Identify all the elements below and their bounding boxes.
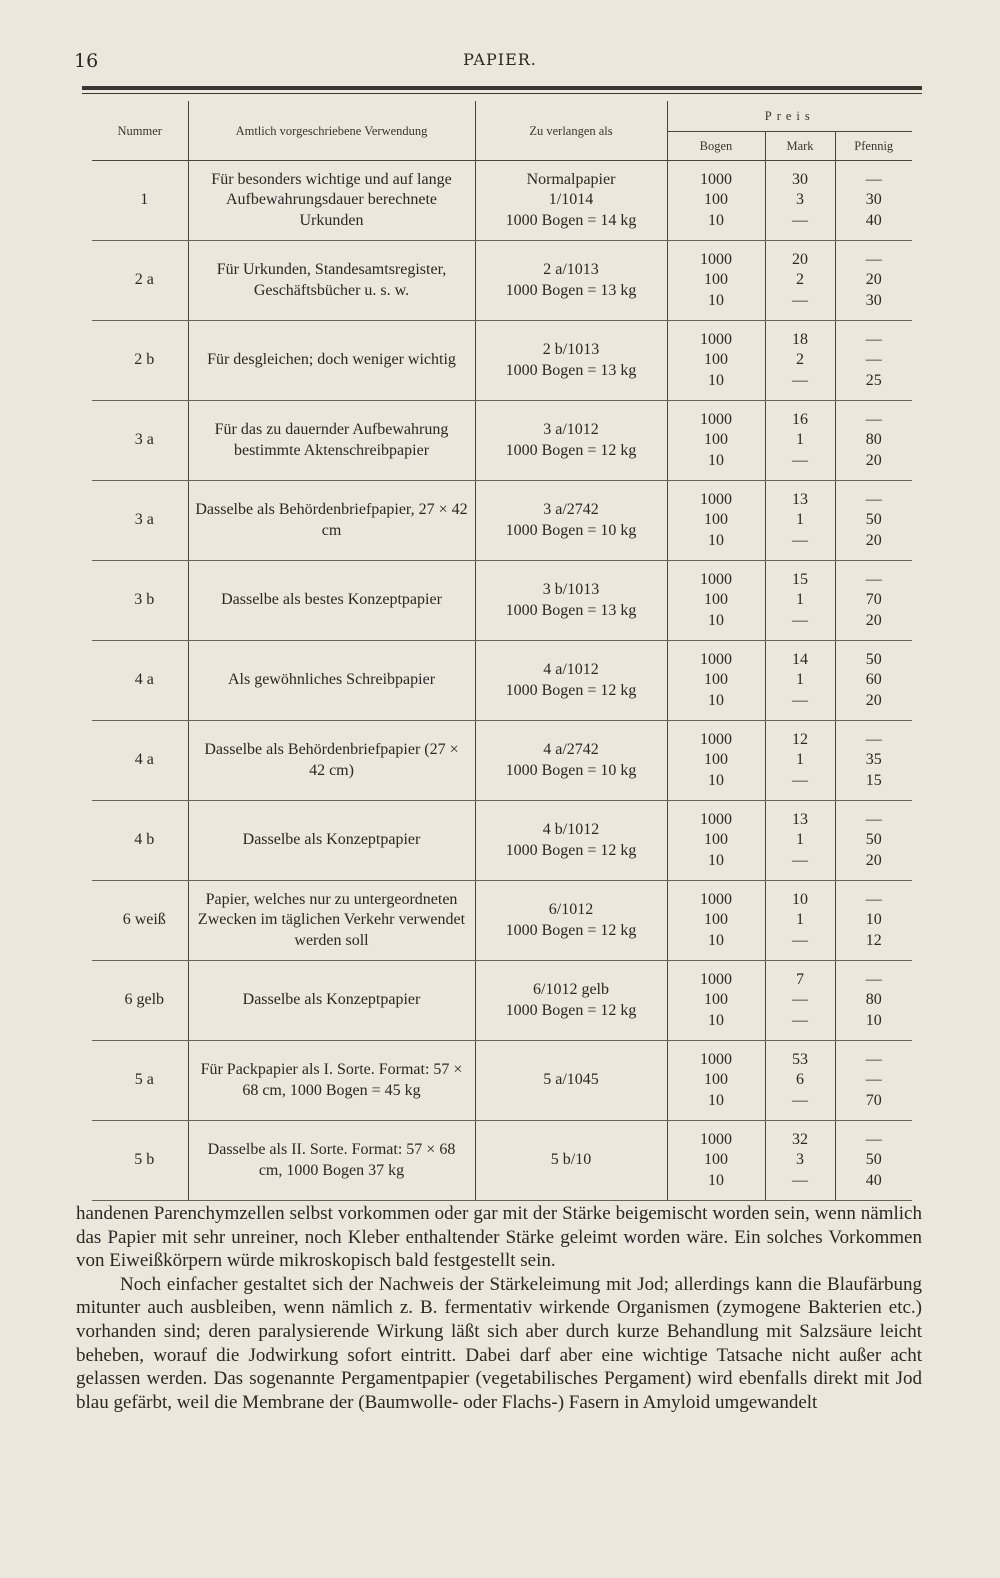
cell-mark (765, 321, 835, 401)
bogen-value: 1000 (700, 650, 732, 668)
cell-pfennig (835, 641, 912, 721)
cell-bogen (667, 881, 765, 961)
bogen-value: 100 (704, 191, 728, 209)
mark-value: — (792, 451, 808, 469)
mark-value: 1 (796, 911, 804, 929)
cell-nummer: 4 a (92, 641, 188, 721)
bogen-value: 1000 (700, 810, 732, 828)
pfennig-value: 20 (865, 691, 882, 709)
bogen-value: 10 (708, 611, 724, 629)
cell-pfennig (835, 801, 912, 881)
bogen-value: 1000 (700, 970, 732, 988)
mark-value: 10 (792, 890, 808, 908)
pfennig-value: — (865, 970, 882, 988)
cell-bogen (667, 961, 765, 1041)
cell-bogen (667, 801, 765, 881)
header-verwendung: Amtlich vorgeschriebene Verwendung (188, 101, 475, 161)
pfennig-value: 80 (865, 991, 882, 1009)
pfennig-value: — (865, 890, 882, 908)
cell-pfennig (835, 1121, 912, 1201)
mark-value: 53 (792, 1050, 808, 1068)
cell-nummer: 6 weiß (92, 881, 188, 961)
verlangen-line: 1000 Bogen = 12 kg (505, 441, 637, 459)
pfennig-value: — (865, 1050, 882, 1068)
pfennig-value: 40 (865, 211, 882, 229)
cell-verwendung: Papier, welches nur zu untergeordneten Zwecken im täglichen Verkehr verwendet werden soll (188, 881, 475, 961)
cell-verwendung: Dasselbe als Behördenbriefpapier (27 × 42 cm) (188, 721, 475, 801)
verlangen-line: 1000 Bogen = 12 kg (505, 1001, 637, 1019)
cell-pfennig (835, 161, 912, 241)
table-row (92, 1041, 912, 1121)
cell-verlangen (475, 881, 667, 961)
cell-mark (765, 161, 835, 241)
bogen-value: 1000 (700, 1130, 732, 1148)
mark-value: 1 (796, 511, 804, 529)
cell-mark (765, 241, 835, 321)
mark-value: — (792, 531, 808, 549)
bogen-value: 100 (704, 751, 728, 769)
cell-nummer: 5 a (92, 1041, 188, 1121)
cell-verlangen (475, 721, 667, 801)
bogen-value: 10 (708, 371, 724, 389)
pfennig-value: 12 (865, 931, 882, 949)
cell-nummer: 2 b (92, 321, 188, 401)
cell-verlangen (475, 481, 667, 561)
table-row (92, 321, 912, 401)
bogen-value: 100 (704, 431, 728, 449)
bogen-value: 10 (708, 1091, 724, 1109)
bogen-value: 10 (708, 771, 724, 789)
pfennig-value: 20 (865, 271, 882, 289)
verlangen-line: 3 b/1013 (542, 581, 600, 598)
mark-value: 18 (792, 330, 808, 348)
cell-verwendung: Für Urkunden, Standesamtsregister, Geschäftsbücher u. s. w. (188, 241, 475, 321)
pfennig-value: 70 (865, 591, 882, 609)
verlangen-line: 1000 Bogen = 13 kg (505, 361, 637, 379)
mark-value: 13 (792, 490, 808, 508)
cell-pfennig (835, 241, 912, 321)
mark-value: — (792, 371, 808, 389)
verlangen-line: 1000 Bogen = 12 kg (505, 841, 637, 859)
table-row (92, 1121, 912, 1201)
cell-verwendung: Für das zu dauernder Aufbewahrung bestimmte Aktenschreibpapier (188, 401, 475, 481)
bogen-value: 1000 (700, 410, 732, 428)
verlangen-line: 2 b/1013 (542, 341, 600, 358)
table-row (92, 401, 912, 481)
pfennig-value: 50 (865, 650, 882, 668)
pfennig-value: — (865, 810, 882, 828)
verlangen-line: 4 a/2742 (543, 741, 599, 758)
pfennig-value: 20 (865, 451, 882, 469)
pfennig-value: — (865, 730, 882, 748)
verlangen-line: 1000 Bogen = 12 kg (505, 921, 637, 939)
cell-pfennig (835, 961, 912, 1041)
table-row (92, 961, 912, 1041)
table-body (92, 161, 912, 1201)
cell-bogen (667, 321, 765, 401)
pfennig-value: 15 (865, 771, 882, 789)
mark-value: 32 (792, 1130, 808, 1148)
cell-mark (765, 481, 835, 561)
verlangen-line: 5 a/1045 (543, 1071, 599, 1089)
mark-value: — (792, 611, 808, 629)
bogen-value: 100 (704, 991, 728, 1009)
mark-value: 1 (796, 751, 804, 769)
bogen-value: 100 (704, 671, 728, 689)
mark-value: — (792, 691, 808, 709)
bogen-value: 1000 (700, 730, 732, 748)
pfennig-value: 80 (865, 431, 882, 449)
pfennig-value: 50 (865, 1151, 882, 1169)
cell-pfennig (835, 881, 912, 961)
pfennig-value: 35 (865, 751, 882, 769)
pfennig-value: 60 (865, 671, 882, 689)
cell-verlangen (475, 1121, 667, 1201)
pfennig-value: — (865, 170, 882, 188)
mark-value: 1 (796, 671, 804, 689)
table-row (92, 561, 912, 641)
cell-verwendung: Für besonders wichtige und auf lange Aufbewahrungsdauer berechnete Urkunden (188, 161, 475, 241)
table-row (92, 481, 912, 561)
cell-mark (765, 401, 835, 481)
cell-verlangen (475, 961, 667, 1041)
mark-value: — (792, 1171, 808, 1189)
pfennig-value: 25 (865, 371, 882, 389)
mark-value: 7 (796, 970, 804, 988)
top-rule (82, 86, 922, 90)
running-head: PAPIER. (463, 50, 537, 69)
cell-verlangen (475, 321, 667, 401)
price-table (92, 101, 912, 1201)
pfennig-value: 50 (865, 831, 882, 849)
cell-pfennig (835, 481, 912, 561)
mark-value: 20 (792, 250, 808, 268)
cell-verlangen (475, 401, 667, 481)
verlangen-line: 4 b/1012 (542, 821, 600, 838)
cell-pfennig (835, 1041, 912, 1121)
mark-value: 2 (796, 351, 804, 369)
cell-bogen (667, 721, 765, 801)
cell-mark (765, 561, 835, 641)
verlangen-line: 6/1012 gelb (533, 981, 609, 998)
mark-value: — (792, 1011, 808, 1029)
cell-bogen (667, 561, 765, 641)
cell-verlangen (475, 1041, 667, 1121)
cell-verwendung: Für desgleichen; doch weniger wichtig (188, 321, 475, 401)
pfennig-value: — (865, 351, 882, 369)
cell-mark (765, 961, 835, 1041)
verlangen-line: 2 a/1013 (543, 261, 599, 278)
table-row (92, 881, 912, 961)
verlangen-line: 1/1014 (548, 191, 594, 209)
bogen-value: 1000 (700, 490, 732, 508)
mark-value: 1 (796, 591, 804, 609)
bogen-value: 10 (708, 211, 724, 229)
bogen-value: 1000 (700, 330, 732, 348)
cell-nummer: 4 b (92, 801, 188, 881)
paragraph-2: Noch einfacher gestaltet sich der Nachweis der Stärkeleimung mit Jod; allerdings kann die Blaufärbung mitunter auch ausbleiben, wenn nämlich z. B. fermentativ wirkende Organismen (zymogene Bakterien etc.) vorhanden sind; deren paralysierende Wirkung läßt sich aber durch kurze Behandlung mit Salzsäure leicht beheben, worauf die Jodwirkung sofort eintritt. Dabei darf aber eine wichtige Tatsache nicht außer acht gelassen werden. Das sogenannte Pergamentpapier (vegetabilisches Pergament) wird ebenfalls direkt mit Jod blau gefärbt, weil die Membrane der (Baumwolle- oder Flachs-) Fasern in Amyloid umgewandelt (76, 1273, 922, 1413)
bogen-value: 1000 (700, 890, 732, 908)
cell-verlangen (475, 241, 667, 321)
pfennig-value: — (865, 1071, 882, 1089)
pfennig-value: 10 (865, 1011, 882, 1029)
bogen-value: 1000 (700, 1050, 732, 1068)
mark-value: 6 (796, 1071, 804, 1089)
table-row (92, 641, 912, 721)
bogen-value: 100 (704, 831, 728, 849)
bogen-value: 1000 (700, 170, 732, 188)
verlangen-line: Normalpapier (526, 170, 616, 188)
cell-nummer: 5 b (92, 1121, 188, 1201)
mark-value: — (792, 211, 808, 229)
cell-pfennig (835, 561, 912, 641)
cell-pfennig (835, 401, 912, 481)
mark-value: 30 (792, 170, 808, 188)
cell-mark (765, 801, 835, 881)
header-nummer: Nummer (92, 101, 188, 161)
bogen-value: 10 (708, 291, 724, 309)
bogen-value: 10 (708, 931, 724, 949)
cell-verwendung: Dasselbe als bestes Konzeptpapier (188, 561, 475, 641)
mark-value: — (792, 291, 808, 309)
verlangen-line: 3 a/1012 (543, 421, 599, 438)
verlangen-line: 3 a/2742 (543, 501, 599, 518)
top-rule-thin (82, 93, 922, 94)
cell-verwendung: Dasselbe als Konzeptpapier (188, 801, 475, 881)
pfennig-value: 70 (865, 1091, 882, 1109)
cell-bogen (667, 641, 765, 721)
cell-nummer: 1 (92, 161, 188, 241)
cell-verlangen (475, 641, 667, 721)
pfennig-value: — (865, 330, 882, 348)
cell-bogen (667, 1121, 765, 1201)
pfennig-value: — (865, 250, 882, 268)
pfennig-value: 50 (865, 511, 882, 529)
paragraph-1: handenen Parenchymzellen selbst vorkommen oder gar mit der Stärke beigemischt worden sein, wenn nämlich das Papier mit sehr unreiner, noch Kleber enthaltender Stärke geleimt worden wäre. Ein solches Vorkommen von Eiweißkörpern würde mikroskopisch bald festgestellt sein. (76, 1203, 922, 1272)
mark-value: — (792, 1091, 808, 1109)
cell-pfennig (835, 721, 912, 801)
bogen-value: 100 (704, 511, 728, 529)
mark-value: — (792, 851, 808, 869)
pfennig-value: — (865, 490, 882, 508)
header-verlangen: Zu verlangen als (475, 101, 667, 161)
cell-nummer: 3 a (92, 401, 188, 481)
pfennig-value: — (865, 410, 882, 428)
mark-value: 1 (796, 431, 804, 449)
pfennig-value: — (865, 1130, 882, 1148)
cell-verlangen (475, 561, 667, 641)
cell-mark (765, 721, 835, 801)
header-mark: Mark (765, 132, 835, 161)
table-row (92, 721, 912, 801)
cell-nummer: 6 gelb (92, 961, 188, 1041)
cell-nummer: 3 b (92, 561, 188, 641)
page-number: 16 (74, 50, 99, 72)
header-bogen: Bogen (667, 132, 765, 161)
pfennig-value: 40 (865, 1171, 882, 1189)
cell-nummer: 2 a (92, 241, 188, 321)
mark-value: 3 (796, 191, 804, 209)
header-preis: Preis (667, 101, 912, 132)
verlangen-line: 1000 Bogen = 10 kg (505, 521, 637, 539)
cell-bogen (667, 481, 765, 561)
verlangen-line: 6/1012 (548, 901, 594, 918)
mark-value: 14 (792, 650, 808, 668)
pfennig-value: 30 (865, 191, 882, 209)
bogen-value: 100 (704, 911, 728, 929)
header-pfennig: Pfennig (835, 132, 912, 161)
table-row (92, 161, 912, 241)
verlangen-line: 1000 Bogen = 13 kg (505, 281, 637, 299)
cell-mark (765, 1121, 835, 1201)
verlangen-line: 4 a/1012 (543, 661, 599, 678)
verlangen-line: 1000 Bogen = 13 kg (505, 601, 637, 619)
mark-value: 1 (796, 831, 804, 849)
pfennig-value: — (865, 570, 882, 588)
cell-mark (765, 641, 835, 721)
bogen-value: 10 (708, 531, 724, 549)
bogen-value: 10 (708, 1011, 724, 1029)
cell-verlangen (475, 161, 667, 241)
cell-nummer: 4 a (92, 721, 188, 801)
cell-bogen (667, 161, 765, 241)
bogen-value: 1000 (700, 570, 732, 588)
mark-value: — (792, 771, 808, 789)
mark-value: 13 (792, 810, 808, 828)
bogen-value: 100 (704, 271, 728, 289)
cell-mark (765, 881, 835, 961)
bogen-value: 10 (708, 691, 724, 709)
verlangen-line: 1000 Bogen = 12 kg (505, 681, 637, 699)
cell-nummer: 3 a (92, 481, 188, 561)
bogen-value: 100 (704, 351, 728, 369)
table-row (92, 241, 912, 321)
pfennig-value: 20 (865, 611, 882, 629)
body-text (76, 1202, 922, 1414)
cell-bogen (667, 401, 765, 481)
bogen-value: 10 (708, 1171, 724, 1189)
verlangen-line: 5 b/10 (550, 1151, 592, 1169)
cell-verlangen (475, 801, 667, 881)
mark-value: 2 (796, 271, 804, 289)
bogen-value: 10 (708, 451, 724, 469)
cell-verwendung: Für Packpapier als I. Sorte. Format: 57 × 68 cm, 1000 Bogen = 45 kg (188, 1041, 475, 1121)
mark-value: 3 (796, 1151, 804, 1169)
bogen-value: 100 (704, 591, 728, 609)
pfennig-value: 20 (865, 851, 882, 869)
bogen-value: 100 (704, 1071, 728, 1089)
cell-verwendung: Dasselbe als II. Sorte. Format: 57 × 68 cm, 1000 Bogen 37 kg (188, 1121, 475, 1201)
cell-verwendung: Dasselbe als Behördenbriefpapier, 27 × 42 cm (188, 481, 475, 561)
mark-value: 15 (792, 570, 808, 588)
verlangen-line: 1000 Bogen = 14 kg (505, 211, 637, 229)
mark-value: — (792, 931, 808, 949)
cell-pfennig (835, 321, 912, 401)
cell-mark (765, 1041, 835, 1121)
pfennig-value: 10 (865, 911, 882, 929)
mark-value: 16 (792, 410, 808, 428)
cell-bogen (667, 1041, 765, 1121)
pfennig-value: 30 (865, 291, 882, 309)
cell-verwendung: Dasselbe als Konzeptpapier (188, 961, 475, 1041)
bogen-value: 10 (708, 851, 724, 869)
cell-verwendung: Als gewöhnliches Schreibpapier (188, 641, 475, 721)
mark-value: — (792, 991, 808, 1009)
pfennig-value: 20 (865, 531, 882, 549)
bogen-value: 100 (704, 1151, 728, 1169)
bogen-value: 1000 (700, 250, 732, 268)
verlangen-line: 1000 Bogen = 10 kg (505, 761, 637, 779)
table-row (92, 801, 912, 881)
cell-bogen (667, 241, 765, 321)
mark-value: 12 (792, 730, 808, 748)
